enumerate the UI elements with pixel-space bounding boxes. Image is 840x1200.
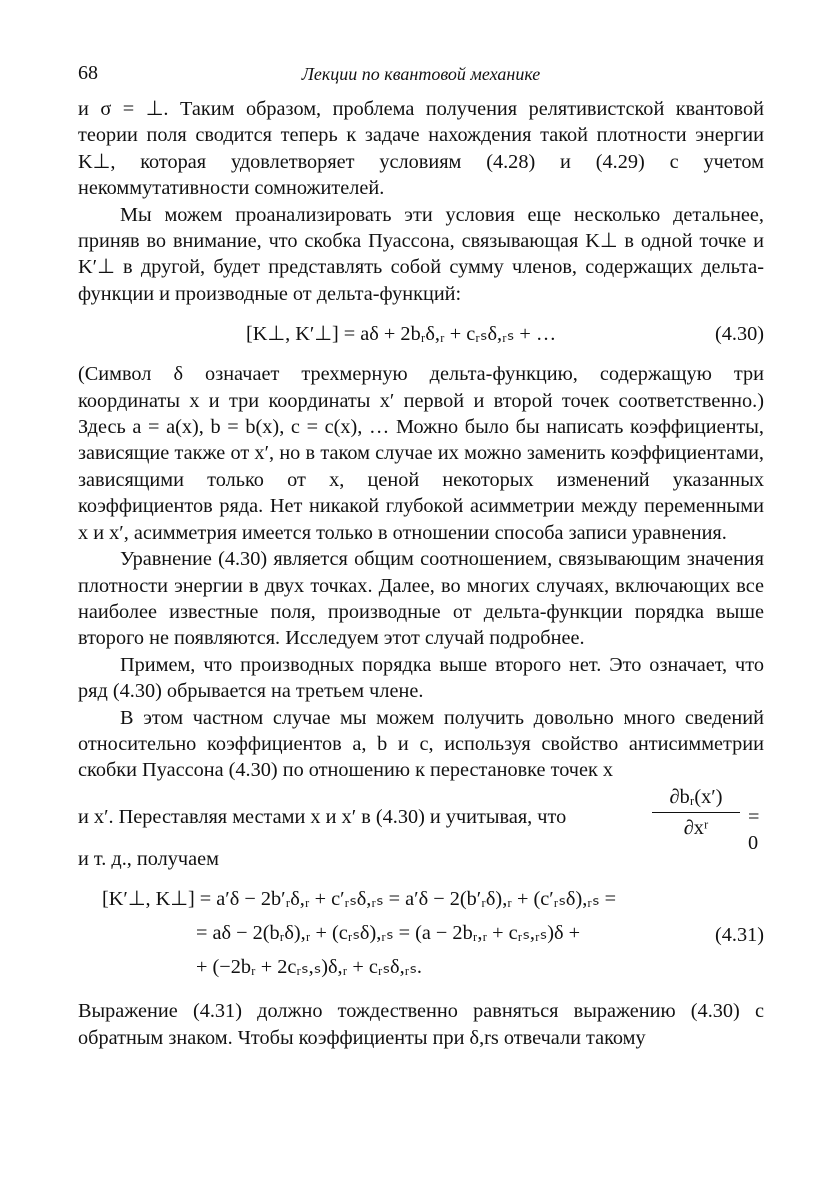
partial-derivative-fraction	[652, 784, 740, 842]
document-page	[78, 62, 764, 1051]
paragraph-2: Мы можем проанализировать эти условия еще несколько детальнее, приняв во внимание, что скобка Пуассона, связывающая K⊥ в одной точке и K′⊥ в другой, будет представлять собой сумму членов, содержащих дельта-функции и производные от дельта-функций:	[78, 203, 764, 305]
paragraph-7: и т. д., получаем	[78, 847, 219, 870]
body-text	[78, 96, 764, 1051]
fraction-denominator: ∂xʳ	[683, 817, 709, 840]
page-number: 68	[78, 62, 98, 84]
paragraph-6-continuation: и x′. Переставляя местами x и x′ в (4.30) и учитывая, что	[78, 805, 567, 828]
fraction-rhs: = 0	[748, 805, 760, 855]
paragraph-3: (Символ δ означает трехмерную дельта-функцию, содержащую три координаты x и три координаты x′ первой и второй точек соответственно.) Здесь a = a(x), b = b(x), c = c(x), … Можно было бы написать коэффициенты, зависящие также от x′, но в таком случае их можно заменить коэффициентами, зависящими только от x, ценой некоторых изменений указанных коэффициентов ряда. Нет никакой глубокой асимметрии между переменными x и x′, асимметрия имеется только в отношении способа записи уравнения.	[78, 363, 764, 544]
page-header	[78, 62, 764, 96]
equation-4-31	[78, 886, 764, 984]
paragraph-5: Примем, что производных порядка выше второго нет. Это означает, что ряд (4.30) обрывается на третьем члене.	[78, 653, 764, 703]
fraction-numerator: ∂bᵣ(x′)	[652, 784, 740, 813]
paragraph-8: Выражение (4.31) должно тождественно равняться выражению (4.30) с обратным знаком. Чтобы коэффициенты при δ,rs отвечали такому	[78, 1000, 764, 1049]
equation-4-31-line-2: = aδ − 2(bᵣδ),ᵣ + (cᵣₛδ),ᵣₛ = (a − 2bᵣ,ᵣ + cᵣₛ,ᵣₛ)δ +	[196, 922, 581, 945]
equation-4-31-number: (4.31)	[715, 924, 764, 947]
paragraph-6: В этом частном случае мы можем получить довольно много сведений относительно коэффициентов a, b и c, используя свойство антисимметрии скобки Пуассона (4.30) по отношению к перестановке точек x	[78, 706, 764, 782]
inline-fraction-line	[78, 784, 764, 855]
equation-4-30	[78, 309, 764, 361]
paragraph-1: и σ = ⊥. Таким образом, проблема получения релятивистской квантовой теории поля сводится теперь к задаче нахождения такой плотности энергии K⊥, которая удовлетворяет условиям (4.28) и (4.29) с учетом некоммутативности сомножителей.	[78, 98, 764, 200]
running-title: Лекции по квантовой механике	[301, 64, 541, 84]
equation-4-31-line-1: [K′⊥, K⊥] = a′δ − 2b′ᵣδ,ᵣ + c′ᵣₛδ,ᵣₛ = a′δ − 2(b′ᵣδ),ᵣ + (c′ᵣₛδ),ᵣₛ =	[102, 888, 617, 911]
equation-4-30-formula: [K⊥, K′⊥] = aδ + 2bᵣδ,ᵣ + cᵣₛδ,ᵣₛ + …	[246, 323, 557, 346]
equation-4-30-number: (4.30)	[715, 323, 764, 346]
paragraph-4: Уравнение (4.30) является общим соотношением, связывающим значения плотности энергии в двух точках. Далее, во многих случаях, включающих все наиболее известные поля, производные от дельта-функции порядка выше второго не появляются. Исследуем этот случай подробнее.	[78, 548, 764, 650]
equation-4-31-line-3: + (−2bᵣ + 2cᵣₛ,ₛ)δ,ᵣ + cᵣₛδ,ᵣₛ.	[196, 956, 422, 979]
